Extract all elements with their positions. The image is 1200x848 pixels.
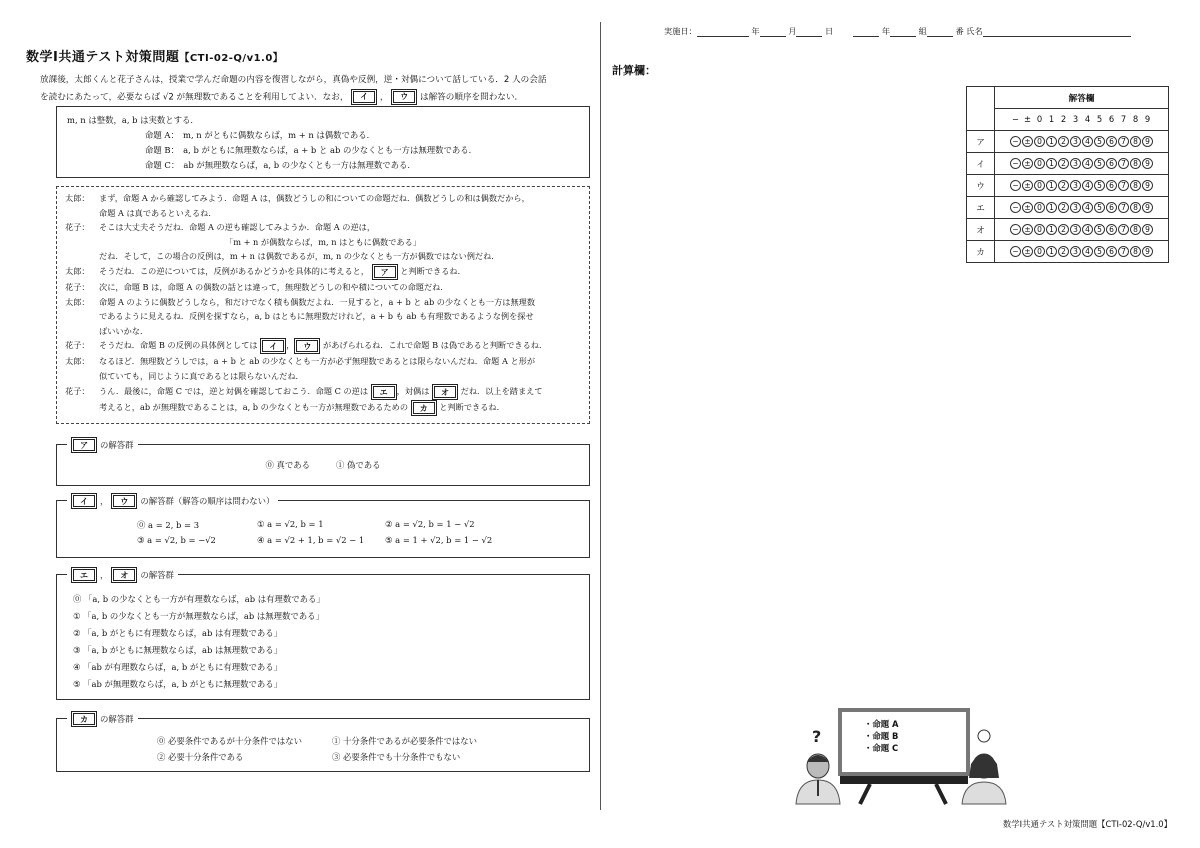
answer-bubble[interactable]: 1 <box>1046 180 1057 191</box>
answer-bubble[interactable]: 7 <box>1118 136 1129 147</box>
answer-bubble[interactable]: − <box>1010 158 1021 169</box>
characters-illustration <box>790 700 1030 810</box>
answer-bubble[interactable]: 7 <box>1118 246 1129 257</box>
answer-bubble[interactable]: − <box>1010 202 1021 213</box>
answer-bubble[interactable]: 2 <box>1058 158 1069 169</box>
student-info-bar: 実施日： 年 月 日 年 組 番 氏名 <box>664 26 1131 37</box>
answer-bubble[interactable]: 2 <box>1058 246 1069 257</box>
answer-key-e: エ <box>371 384 397 400</box>
option: ② 「a, b がともに有理数ならば，ab は有理数である」 <box>73 628 283 638</box>
answer-bubble[interactable]: 2 <box>1058 136 1069 147</box>
answer-bubble[interactable]: 8 <box>1130 158 1141 169</box>
answer-bubble[interactable]: 9 <box>1142 246 1153 257</box>
answer-key-o: オ <box>432 384 458 400</box>
option: ⑤ a = 1 + √2, b = 1 − √2 <box>385 535 493 545</box>
answer-row-key: イ <box>967 153 995 175</box>
grade-field[interactable] <box>853 27 879 37</box>
answer-bubble[interactable]: 1 <box>1046 158 1057 169</box>
answer-bubble[interactable]: 7 <box>1118 202 1129 213</box>
date-day-field[interactable] <box>796 27 822 37</box>
answer-bubble[interactable]: 7 <box>1118 224 1129 235</box>
answer-bubble[interactable]: 0 <box>1034 180 1045 191</box>
answer-bubble[interactable]: 3 <box>1070 224 1081 235</box>
answer-bubble[interactable]: 8 <box>1130 180 1141 191</box>
answer-bubble[interactable]: 4 <box>1082 224 1093 235</box>
answer-sheet-digit-header: − ± 0 1 2 3 4 5 6 7 8 9 <box>995 109 1169 131</box>
page-footer: 数学Ⅰ共通テスト対策問題【CTI-02-Q/v1.0】 <box>1002 819 1172 829</box>
option: ① a = √2, b = 1 <box>257 519 324 529</box>
answer-bubble[interactable]: 3 <box>1070 246 1081 257</box>
option: ① 十分条件であるが必要条件ではない <box>332 736 478 746</box>
intro-text: 放課後，太郎くんと花子さんは，授業で学んだ命題の内容を復習しながら，真偽や反例，逆・対偶について話している．2 人の会話 を読むにあたって，必要ならば √2 が無理数であることを利用してよい．なお， イ ， ウ は解答の順序を問わない． <box>40 72 590 107</box>
answer-bubble[interactable]: ± <box>1022 224 1033 235</box>
answer-bubble[interactable]: 3 <box>1070 158 1081 169</box>
lightbulb-icon <box>978 730 990 742</box>
answer-key-u: ウ <box>294 338 320 354</box>
option: ⑤ 「ab が無理数ならば，a, b がともに無理数である」 <box>73 679 283 689</box>
answer-bubble[interactable]: 1 <box>1046 202 1057 213</box>
answer-bubble[interactable]: 4 <box>1082 158 1093 169</box>
answer-bubble[interactable]: 0 <box>1034 136 1045 147</box>
answer-bubble[interactable]: 9 <box>1142 202 1153 213</box>
answer-bubble[interactable]: 8 <box>1130 246 1141 257</box>
answer-bubble[interactable]: ± <box>1022 202 1033 213</box>
answer-bubble[interactable]: 5 <box>1094 180 1105 191</box>
answer-bubble[interactable]: − <box>1010 246 1021 257</box>
answer-bubble[interactable]: 4 <box>1082 202 1093 213</box>
answer-bubble[interactable]: 7 <box>1118 158 1129 169</box>
answer-row-key: カ <box>967 241 995 263</box>
answer-row <box>967 131 1169 153</box>
answer-bubble[interactable]: 5 <box>1094 202 1105 213</box>
answer-bubble[interactable]: 9 <box>1142 158 1153 169</box>
answer-bubble[interactable]: − <box>1010 224 1021 235</box>
answer-bubble[interactable]: ± <box>1022 158 1033 169</box>
answer-bubble[interactable]: 6 <box>1106 224 1117 235</box>
answer-sheet-table <box>966 86 1169 263</box>
classroom-illustration <box>790 700 1030 810</box>
option: ③ 必要条件でも十分条件でもない <box>332 752 461 762</box>
answer-bubble[interactable]: 3 <box>1070 180 1081 191</box>
answer-bubble[interactable]: ± <box>1022 136 1033 147</box>
answer-group-ka: カ の解答群 ⓪ 必要条件であるが十分条件ではない ① 十分条件であるが必要条件ではない ② 必要十分条件である ③ 必要条件でも十分条件でもない <box>56 718 590 772</box>
answer-bubble[interactable]: 7 <box>1118 180 1129 191</box>
option: ① 偽である <box>336 460 381 470</box>
option: ⓪ 必要条件であるが十分条件ではない <box>157 736 303 746</box>
option: ② 必要十分条件である <box>157 752 244 762</box>
answer-bubble[interactable]: 0 <box>1034 224 1045 235</box>
answer-key-i: イ <box>351 89 377 105</box>
answer-row-key: オ <box>967 219 995 241</box>
answer-row <box>967 153 1169 175</box>
answer-bubble[interactable]: 0 <box>1034 158 1045 169</box>
option: ③ a = √2, b = −√2 <box>137 535 216 545</box>
name-field[interactable] <box>983 27 1131 37</box>
answer-bubble[interactable]: 5 <box>1094 136 1105 147</box>
answer-bubble[interactable]: 5 <box>1094 158 1105 169</box>
option: ① 「a, b の少なくとも一方が無理数ならば，ab は無理数である」 <box>73 611 324 621</box>
answer-bubble[interactable]: − <box>1010 180 1021 191</box>
answer-bubble[interactable]: 3 <box>1070 202 1081 213</box>
class-field[interactable] <box>890 27 916 37</box>
option: ② a = √2, b = 1 − √2 <box>385 519 475 529</box>
answer-row <box>967 219 1169 241</box>
answer-bubble[interactable]: 9 <box>1142 136 1153 147</box>
answer-bubble[interactable]: 1 <box>1046 136 1057 147</box>
answer-row-key: ア <box>967 131 995 153</box>
date-month-field[interactable] <box>760 27 786 37</box>
answer-bubble[interactable]: − <box>1010 136 1021 147</box>
dialogue-box: 太郎： まず，命題 A から確認してみよう．命題 A は，偶数どうしの和についての命題だね．偶数どうしの和は偶数だから， 命題 A は真であるといえるね． 花子： そこは大丈夫そうだね．命題 A の逆も確認してみようか．命題 A の逆は， 「m + n が偶数ならば，m, n はともに偶数である」 だね．そして，この場合の反例は，m + n は偶数であるが，m, n の少なくとも一方が偶数ではない例だね． 太郎： そうだね．この逆については，反例があるかどうかを具体的に考えると， ア と判断できるね． 花子： 次に，命題 B は，命題 A の偶数の話とは違って，無理数どうしの和や積についての命題だね． 太郎： 命題 A のように偶数どうしなら，和だけでなく積も偶数だよね．一見すると，a + b と ab の少なくとも一方は無理数 であるように見えるね．反例を探すなら，a, b はともに無理数だけれど，a + b も ab も有理数であるような例を探せ ばいいかな． 花子： そうだね．命題 B の反例の具体例としては イ ， ウ があげられるね．これで命題 B は偽であると判断できるね． 太郎： なるほど．無理数どうしでは，a + b と ab の少なくとも一方が必ず無理数であるとは限らないんだね．命題 A と形が 似ていても，同じように真であるとは限らないんだね． 花子： うん．最後に，命題 C では，逆と対偶を確認しておこう．命題 C の逆は エ ，対偶は オ だね．以上を踏まえて 考えると，ab が無理数であることは，a, b の少なくとも一方が無理数であるための カ と判断できるね． <box>56 186 590 424</box>
answer-group-a: ア の解答群 ⓪ 真である ① 偽である <box>56 444 590 486</box>
answer-bubble[interactable]: 8 <box>1130 224 1141 235</box>
answer-row <box>967 197 1169 219</box>
answer-bubble[interactable]: 3 <box>1070 136 1081 147</box>
option: ⓪ 真である <box>265 460 310 470</box>
answer-bubble[interactable]: ± <box>1022 246 1033 257</box>
answer-bubble[interactable]: 2 <box>1058 224 1069 235</box>
page-title: 数学Ⅰ共通テスト対策問題【CTI-02-Q/v1.0】 <box>26 50 284 65</box>
option: ④ 「ab が有理数ならば，a, b がともに有理数である」 <box>73 662 283 672</box>
answer-key-ka: カ <box>411 400 437 416</box>
option: ⓪ 「a, b の少なくとも一方が有理数ならば，ab は有理数である」 <box>73 594 325 604</box>
answer-bubble[interactable]: 6 <box>1106 158 1117 169</box>
answer-bubble[interactable]: 4 <box>1082 246 1093 257</box>
answer-sheet-title: 解答欄 <box>995 87 1169 109</box>
answer-row-key: ウ <box>967 175 995 197</box>
number-field[interactable] <box>927 27 953 37</box>
propositions-box: m, n は整数，a, b は実数とする． 命題 A： m, n がともに偶数ならば，m + n は偶数である． 命題 B： a, b がともに無理数ならば，a + b と ab の少なくとも一方は無理数である． 命題 C： ab が無理数ならば，a, b の少なくとも一方は無理数である． <box>56 106 590 178</box>
answer-bubble[interactable]: 4 <box>1082 136 1093 147</box>
answer-bubble[interactable]: 8 <box>1130 136 1141 147</box>
answer-bubble[interactable]: 6 <box>1106 180 1117 191</box>
answer-row-key: エ <box>967 197 995 219</box>
option: ⓪ a = 2, b = 3 <box>137 520 200 530</box>
answer-row <box>967 241 1169 263</box>
answer-bubble[interactable]: 2 <box>1058 180 1069 191</box>
answer-key-a: ア <box>372 264 398 280</box>
answer-bubble[interactable]: 6 <box>1106 202 1117 213</box>
answer-bubble[interactable]: 2 <box>1058 202 1069 213</box>
answer-bubble[interactable]: 0 <box>1034 246 1045 257</box>
answer-bubble[interactable]: 0 <box>1034 202 1045 213</box>
answer-bubble[interactable]: 4 <box>1082 180 1093 191</box>
date-year-field[interactable] <box>697 27 749 37</box>
question-mark-icon: ? <box>812 727 822 746</box>
option: ③ 「a, b がともに無理数ならば，ab は無理数である」 <box>73 645 283 655</box>
answer-bubble[interactable]: 1 <box>1046 224 1057 235</box>
option: ④ a = √2 + 1, b = √2 − 1 <box>257 535 365 545</box>
answer-bubble[interactable]: 1 <box>1046 246 1057 257</box>
answer-bubble[interactable]: ± <box>1022 180 1033 191</box>
answer-key-u: ウ <box>391 89 417 105</box>
answer-bubble[interactable]: 6 <box>1106 246 1117 257</box>
answer-group-iu: イ ， ウ の解答群（解答の順序は問わない） ⓪ a = 2, b = 3 ① a = √2, b = 1 ② a = √2, b = 1 − √2 ③ a = √2, b = −√2 ④ a = √2 + 1, b = √2 − 1 ⑤ a = 1 + √2, b = 1 − √2 <box>56 500 590 558</box>
answer-bubble[interactable]: 5 <box>1094 224 1105 235</box>
answer-key-i: イ <box>260 338 286 354</box>
answer-row <box>967 175 1169 197</box>
blackboard: ・命題 A ・命題 B ・命題 C <box>838 708 970 776</box>
answer-bubble[interactable]: 5 <box>1094 246 1105 257</box>
answer-bubble[interactable]: 8 <box>1130 202 1141 213</box>
calculation-label: 計算欄： <box>612 64 656 77</box>
answer-bubble[interactable]: 6 <box>1106 136 1117 147</box>
page-divider <box>600 22 601 810</box>
answer-group-eo: エ ， オ の解答群 ⓪ 「a, b の少なくとも一方が有理数ならば，ab は有理数である」 ① 「a, b の少なくとも一方が無理数ならば，ab は無理数である」 ② 「a, b がともに有理数ならば，ab は有理数である」 ③ 「a, b がともに無理数ならば，ab は無理数である」 ④ 「ab が有理数ならば，a, b がともに有理数である」 ⑤ 「ab が無理数ならば，a, b がともに無理数である」 <box>56 574 590 700</box>
answer-bubble[interactable]: 9 <box>1142 180 1153 191</box>
answer-bubble[interactable]: 9 <box>1142 224 1153 235</box>
